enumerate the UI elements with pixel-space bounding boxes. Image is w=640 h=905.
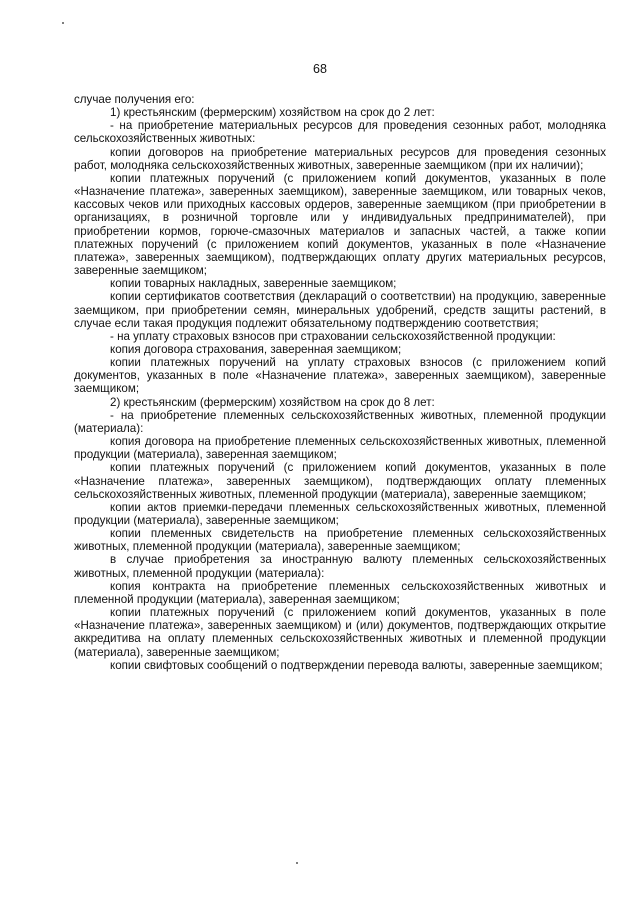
paragraph: копия договора страхования, заверенная заемщиком;	[110, 342, 402, 356]
paragraph: - на уплату страховых взносов при страховании сельскохозяйственной продукции:	[110, 329, 556, 343]
paragraph: копии договоров на приобретение материальных ресурсов для проведения сезонных работ, молодняка сельскохозяйственных животных, заверенные заемщиком (при их наличии);	[74, 145, 606, 172]
paragraph: копии свифтовых сообщений о подтверждении перевода валюты, заверенные заемщиком;	[110, 658, 603, 672]
document-body	[74, 93, 606, 672]
scan-speck	[62, 22, 64, 24]
paragraph: копии платежных поручений (с приложением копий документов, указанных в поле «Назначение платежа», заверенных заемщиком), подтверждающих оплату племенных сельскохозяйственных животных, племенной продукции (материала), заверенные заемщиком;	[74, 461, 606, 501]
paragraph: копии платежных поручений (с приложением копий документов, указанных в поле «Назначение платежа», заверенных заемщиком), заверенные заемщиком, или товарных чеков, кассовых чеков или приходных кассовых ордеров, заверенные заемщиком (при приобретении в организациях, в розничной торговле или у индивидуальных предпринимателей), при приобретении кормов, горюче-смазочных материалов и запасных частей, а также копии платежных поручений (с приложением копий документов, указанных в поле «Назначение платежа», заверенных заемщиком), подтверждающих оплату других материальных ресурсов, заверенные заемщиком;	[74, 171, 606, 278]
paragraph: - на приобретение материальных ресурсов для проведения сезонных работ, молодняка сельскохозяйственных животных:	[74, 119, 606, 146]
paragraph: 2) крестьянским (фермерским) хозяйством на срок до 8 лет:	[110, 395, 435, 409]
paragraph: копии платежных поручений на уплату страховых взносов (с приложением копий документов, указанных в поле «Назначение платежа», заверенных заемщиком), заверенные заемщиком;	[74, 356, 606, 396]
paragraph: копии племенных свидетельств на приобретение племенных сельскохозяйственных животных, племенной продукции (материала), заверенные заемщиком;	[74, 527, 606, 554]
paragraph: копии сертификатов соответствия (деклараций о соответствии) на продукцию, заверенные заемщиком, при приобретении семян, минеральных удобрений, средств защиты растений, в случае если такая продукция подлежит обязательному подтверждению соответствия;	[74, 290, 606, 330]
paragraph: случае получения его:	[74, 93, 195, 106]
paragraph: копии товарных накладных, заверенные заемщиком;	[110, 277, 397, 291]
page-number: 68	[313, 62, 327, 76]
paragraph: копия контракта на приобретение племенных сельскохозяйственных животных и племенной продукции (материала), заверенная заемщиком;	[74, 579, 606, 606]
paragraph: - на приобретение племенных сельскохозяйственных животных, племенной продукции (материала):	[74, 408, 606, 435]
paragraph: копии актов приемки-передачи племенных сельскохозяйственных животных, племенной продукции (материала), заверенные заемщиком;	[74, 500, 606, 527]
paragraph: копии платежных поручений (с приложением копий документов, указанных в поле «Назначение платежа», заверенных заемщиком) и (или) документов, подтверждающих открытие аккредитива на оплату племенных сельскохозяйственных животных и племенной продукции (материала), заверенные заемщиком;	[74, 606, 606, 659]
paragraph: 1) крестьянским (фермерским) хозяйством на срок до 2 лет:	[110, 106, 435, 120]
scan-speck	[296, 862, 298, 864]
paragraph: в случае приобретения за иностранную валюту племенных сельскохозяйственных животных, племенной продукции (материала):	[74, 553, 606, 580]
paragraph: копия договора на приобретение племенных сельскохозяйственных животных, племенной продукции (материала), заверенная заемщиком;	[74, 435, 606, 462]
